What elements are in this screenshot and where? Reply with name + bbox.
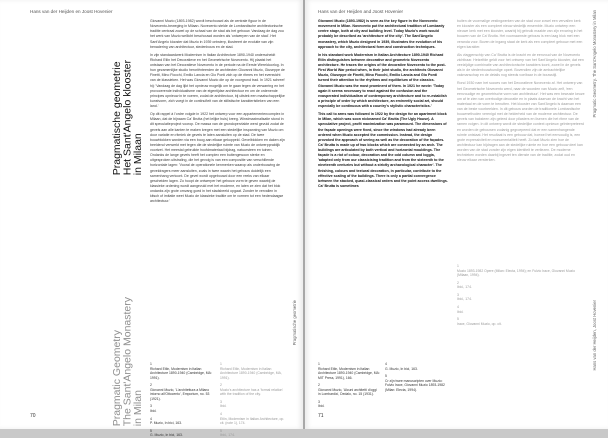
vertical-title-line: in Milaan xyxy=(132,133,145,176)
vertical-title-line: Pragmatic Geometry xyxy=(111,329,123,427)
body-paragraph: In his standard work Modernism in Italian Architecture 1890-1940 Richard Etlin distinguishes between decorative and geometric Novecento architecture. He traces the origins of the decorative Novecento to the post-First World War period when, in their joint studio, the architects Giovanni Muzio, Giuseppe de Finetti, Mino Fiocchi, Emilio Lancia and Gio Ponti turned their attention to the rhythms and equilibrium of the classics. Giovanni Muzio was the most prominent of them. In 1921 he wrote: 'Today again it seems necessary to react against the confusion and the exasperated individualism of contemporary architecture and to re-establish a principle of order by which architecture, an eminently social art, should especially be continuous with a country's stylistic characteristics.' xyxy=(318,52,447,108)
right-page xyxy=(305,0,608,429)
vertical-footer-right: Hans van der Heijden, Joost Hovenier xyxy=(592,300,597,371)
page-number-right: 71 xyxy=(318,413,324,419)
dutch-body-column xyxy=(150,19,285,359)
body-paragraph: buiten de voormalige vestingwerken van de stad voor zowel een vervallen kerk en klooster als een compleet nieuw stedelijk ensemble. Muzio ontwierp een nieuwe kerk met een klooster, waarbij hij gebruik maakte van zijn ervaring in het bouwen van de Ca' Brutta. Het voornaamste gebouw is een laag blok met een veranda voor. Boven de ingang staat de kerk als een compleet gebouw met een eigen karakter. xyxy=(457,19,583,49)
footnote: 3 Ibid. xyxy=(318,399,325,409)
footnote: 3 Ibid., 174. xyxy=(457,292,472,302)
footnote: 3 Ibid. xyxy=(220,399,227,409)
footnote: 1 Richard Etlin, Modernism in Italian Architecture 1890-1940 (Cambridge, MA, 1991). xyxy=(220,362,282,380)
vertical-title-line: The Sant'Angelo Monastery xyxy=(121,297,134,427)
left-page xyxy=(0,0,303,438)
footnote: 1 Muzio 1893-1982 Opere (Milan: Electa, 1994); en Fulvio Irace, Giovanni Muzio (Milaan, 1994). xyxy=(457,264,575,277)
footnote: 5 Ibid., 174. xyxy=(220,428,235,438)
footnotes-left-a xyxy=(150,362,216,438)
vertical-footer-left: Pragmatische geometrie xyxy=(292,300,297,346)
body-paragraph: In zijn standaardwerk Modernism in Italian Architecture 1890-1940 onderscheidt Richard Etlin het Decoratieve en het Geometrische Novecento. Hij plaatst het ontstaan van het Decoratieve Novecento in de periode na de Eerste Wereldoorlog. In hun gezamenlijke studio heroriënteerden de architecten Giovanni Muzio, Giuseppe de Finetti, Mino Fiocchi, Emilio Lancia en Gio Ponti zich op de ritmes en het evenwicht van de klassieken. Het was Giovanni Muzio die op de voorgrond trad. In 1921 schreef hij: 'Vandaag de dag lijkt het opnieuw mogelijk om te gaan tegen de verwarring en het provocerende individualisme van de eigentijdse architectuur en om de ordenende principes opnieuw in te voeren, zodat de architectuur, bij uitstek een maatschappelijke kunstvorm, zich voegt in de continuïteit van de stilistische karakteristieken van een land.' xyxy=(150,52,285,108)
footnotes-right-b xyxy=(385,362,447,417)
footnotes-left-b xyxy=(220,362,286,438)
body-paragraph: Giovanni Muzio (1893-1982) wordt beschouwd als de centrale figuur in de Novecento-beweging in Milaan. Novecento stelde de Lombardische architectonische traditie centraal zowel op de schaal van de stad als het gebouw. Vandaag de dag zou het werk van Muzio wellicht beschouwd worden als 'ontwerpen van de stad'. Het Sant'Angelo klooster dat Muzio in 1939 ontwierp, illustreert de evolutie van zijn benadering van architectuur, stedenbouw en de stad. xyxy=(150,19,284,49)
vertical-title-line: Het Sant'Angelo klooster xyxy=(121,60,134,176)
footnote: 2 Ibid., 174. xyxy=(457,280,472,290)
footnote: 4 Etlin, Modernism in Italian Architecture, op. cit. (note 1), 174. xyxy=(220,412,285,426)
running-head-left: Hans van der Heijden en Joost Hovenier xyxy=(30,9,113,14)
footnote: 5 G. Muzio, In bici, 163. xyxy=(150,428,183,438)
body-paragraph: Op dit rappel à l'ordre volgde in 1922 het ontwerp voor een appartementencomplex in Milaan, dat de bijnaam Ca' Brutta (het lelijke huis) kreeg. Winstmaximalisatie stond in dit speculatieproject voorop. De massa van de grondopervlakte werd gevuld zodat de gevels aan alle kanten te maken kregen met een stedelijke inspanning van Muzio om door variatie en ritmiek de gevels te laten aansluiten op de stad. De twee bouwblokken worden via een boog aan elkaar gekoppeld. Gevelblokken en daken zijn beeldend verwerkt met tegen die de stedelijke ruimte van Muzio de ontwerppraktijk voortzet. Het meestal gebruikte hoofdmateriaal bijdrag, natuursteen en tuinen. Ondanks de lange gevels heeft het complex een buitengewoon sterke en uitgesproken uitstraling, die het gevolg is van een compositie van verschillende horizontale lagen: 'Vooral de operationele kenmerken waarop als onderbouwing de geveldragers meer aansluiten, zoals in twee waarin het gebouw duidelijk een samenhang vertoont. De gevel wordt opgebouwd door een reeks van elkaar gescheiden lagen. Zo hoopt de ontwerper het gebouw vorm te geven waarbij de klassieke ordening wordt aangevuld met het moderne, en laten ze zien dat het blok ondanks zijn grote omvang goed in het stadsbeeld opgaat. Zonder te vervallen in kitsch of imitatie weet Muzio de klassieke traditie om te vormen tot een hedendaagse architectuur.' xyxy=(150,112,285,204)
body-paragraph: Giovanni Muzio (1893-1982) is seen as the key figure in the Novecento movement in Milan. Novecento put the architectural tradition of Lombardy centre stage, both at city and building level. Today Muzio's work would probably be described as 'architecture of the city'. The Sant'Angelo monastery, which Muzio designed in 1939, illustrates the evolution of his approach to the city, architectural form and construction techniques. xyxy=(318,19,445,49)
footnote: 5 Cr zijn twee manuscripten over Muzio: Fulvio Irace, Giovanni Muzio 1893-1982 (Milan: Electa, 1994). xyxy=(385,374,445,392)
footnote: 2 Muzio's architecture has a 'formal relation' with the tradition of the city. xyxy=(220,383,283,397)
footnote: 1 Richard Etlin, Modernism in Italian Architecture 1890-1940 (Cambridge, MA: MIT Press, 1991), 166. xyxy=(318,362,380,380)
vertical-title-english xyxy=(112,297,144,426)
vertical-title-dutch xyxy=(112,60,144,175)
footnote: 4 G. Muzio, In bici, 163. xyxy=(385,362,418,371)
footnote: 5 Irace, Giovanni Muzio, op. cit. xyxy=(457,317,502,326)
vertical-title-line: in Milan xyxy=(132,390,145,427)
footnote: 2 Giovanni Muzio, 'L'architettura a Milano intorno all'Ottocento', Emporium, no. 53 (1921). xyxy=(150,383,210,401)
footnote: 4 P. Muzio, In bici, 163. xyxy=(150,416,182,426)
body-paragraph: Rond 1930 nam het succes van het Decoratieve Novecento af. Het ontwerp van het Geometrische Novecento werd, naar de woorden van Muzio zelf, 'een eenvoudige en geometrische vorm van architectuur'. Het was een bewuste keuze om af te zien van overbodige decoratie en in plaats daarvan de kracht van het materiaal en de vorm te benutten. Het klooster van Sant'Angelo is daarvan een van de beste voorbeelden. In dit gebouw worden de traditionele Lombardische bouwmethoden verenigd met de helderheid van de moderne architectuur. De gevels van baksteen zijn geleed door pilasters en lisenen die het ritme van de ramen volgen. In dit ontwerp wordt de stedelijke context opnieuw geïnterpreteerd en worden de gebouwen zodanig gegroepeerd dat er een samenhangende ruimte ontstaat. Het resultaat is een gebouw dat, hoewel het eenvoudig is, een grote expressiviteit en monumentaliteit heeft. Zo laat Muzio zien hoe de architectuur kan bijdragen aan de stedelijke ruimte en hoe een gebouw deel kan worden van de stad zonder zijn eigen identiteit te verliezen. De moderne technieken worden daarbij ingezet ten dienste van de traditie, zodat oud en nieuw elkaar versterken. xyxy=(457,81,585,163)
footnotes-right-a xyxy=(318,362,380,417)
body-paragraph: Als vlaggenschip van Ca' Brutta is de kracht en de eenvoud van de Novecento zichtbaar. Hetzelfde geldt voor het ontwerp van het Sant'Angelo klooster, dat een veelzijdige combinatie van architectonische karakters toont, zowel in de gevels als in de stedenbouwkundige opzet. Bovendien zijn de ambachtelijke vakmanschap en de details nog steeds voelbaar in de bouwstijl. xyxy=(457,52,584,78)
running-head-right: Hans van der Heijden and Joost Hovenier xyxy=(318,9,404,14)
vertical-title-line: Pragmatische geometrie xyxy=(111,61,123,176)
body-paragraph: This call to arms was followed in 1922 by the design for an apartment block in Milan, which was soon nicknamed Ca' Brutta (The Ugly House). A speculative project, profit maximization was paramount. The dimensions of the façade openings were fixed, since the windows had already been ordered when Muzio accepted the commission. Instead, the design provoked the approach of seeing as well as the decoration of the façades. Ca' Brutta is made up of two blocks which are connected by an arch. The buildings are articulated by both vertical and horizontal mouldings. The façade is a riot of colour, decoration and the odd column and loggia, 'adapted only from our classicising tradition and from the sixteenth to the nineteenth centuries but without a strictly archaeological character'. The finishing, colours and textural decoration, in particular, contribute to the effective scaling of the buildings. There is only a partial convergence between the stacked, quasi-classical orders and the point access dwellings. Ca' Brutta is sometimes xyxy=(318,112,448,188)
english-body-column xyxy=(318,19,448,359)
footnote: 4 Ibid. xyxy=(457,305,464,314)
footnote: 2 Giovanni Muzio, 'Alcuni architetti d'oggi in Lombardia', Dedalo, no. 15 (1931). xyxy=(318,383,377,397)
page-number-left: 70 xyxy=(30,413,36,419)
footnote: 3 Ibid. xyxy=(150,404,157,413)
vertical-header-right: Pragmatic Geometry. The Sant'Angelo Monastery in Milan xyxy=(592,10,597,118)
footnotes-right-gray xyxy=(457,264,585,414)
footnote: 1 Richard Etlin, Modernism in Italian Architecture 1890-1940 (Cambridge, MA: 1991). xyxy=(150,362,212,380)
gray-body-column xyxy=(457,19,585,259)
